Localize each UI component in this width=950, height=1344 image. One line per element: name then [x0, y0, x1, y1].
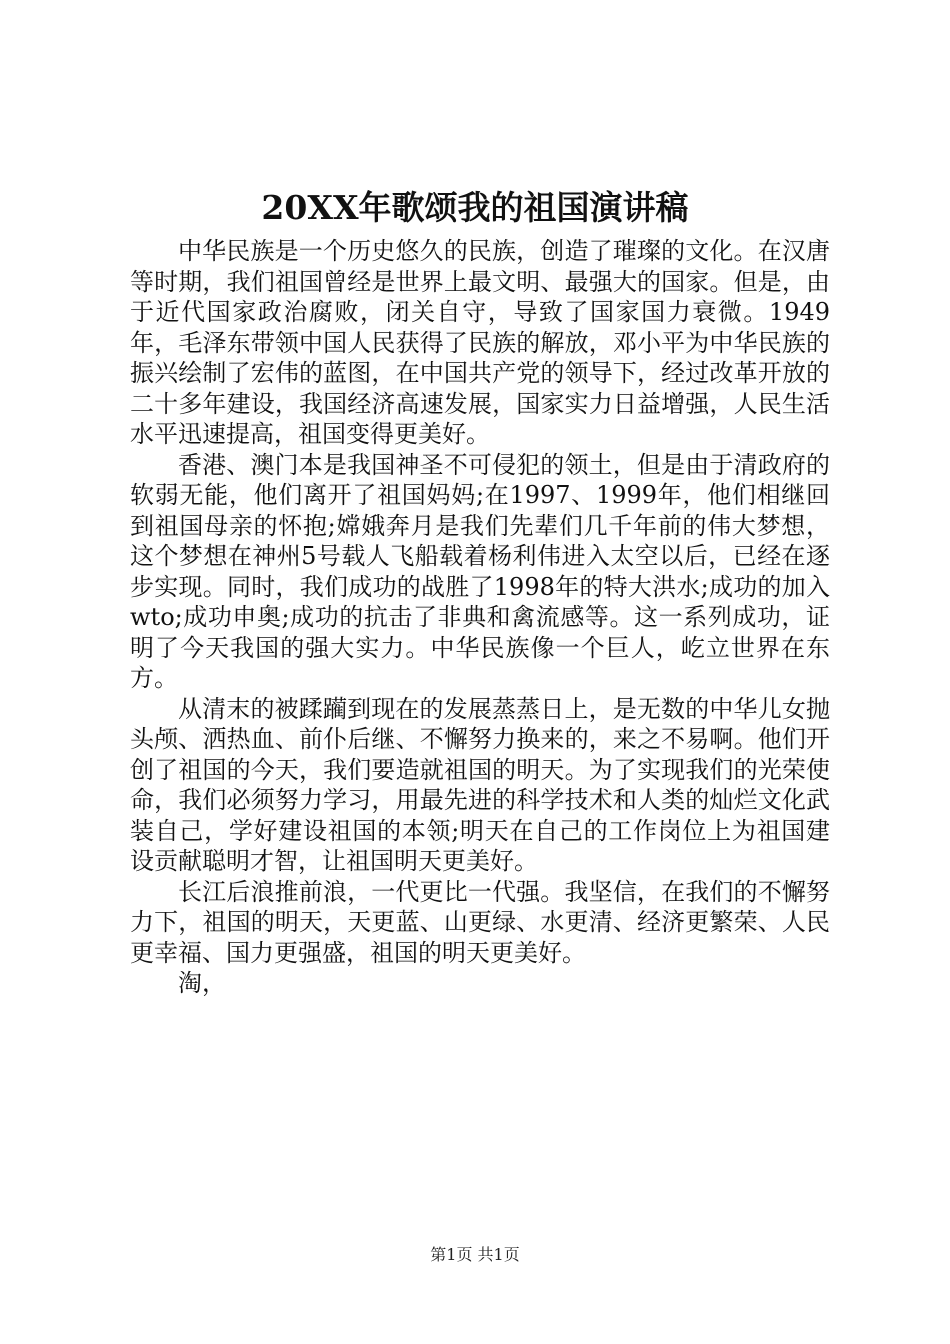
paragraph: 中华民族是一个历史悠久的民族，创造了璀璨的文化。在汉唐等时期，我们祖国曾经是世界上最文明、最强大的国家。但是，由于近代国家政治腐败，闭关自守，导致了国家国力衰微。1949年，毛泽东带领中国人民获得了民族的解放，邓小平为中华民族的振兴绘制了宏伟的蓝图，在中国共产党的领导下，经过改革开放的二十多年建设，我国经济高速发展，国家实力日益增强，人民生活水平迅速提高，祖国变得更美好。 [130, 237, 830, 448]
page-number-footer: 第1页 共1页 [430, 1245, 520, 1264]
paragraph: 淘， [178, 969, 226, 997]
paragraph: 香港、澳门本是我国神圣不可侵犯的领土，但是由于清政府的软弱无能，他们离开了祖国妈妈;在1997、1999年，他们相继回到祖国母亲的怀抱;嫦娥奔月是我们先辈们几千年前的伟大梦想，这个梦想在神州5号载人飞船载着杨利伟进入太空以后，已经在逐步实现。同时，我们成功的战胜了1998年的特大洪水;成功的加入wto;成功申奥;成功的抗击了非典和禽流感等。这一系列成功，证明了今天我国的强大实力。中华民族像一个巨人，屹立世界在东方。 [130, 450, 830, 692]
paragraph: 长江后浪推前浪，一代更比一代强。我坚信，在我们的不懈努力下，祖国的明天，天更蓝、山更绿、水更清、经济更繁荣、人民更幸福、国力更强盛，祖国的明天更美好。 [130, 877, 830, 967]
page-title: 20XX年歌颂我的祖国演讲稿 [261, 188, 689, 227]
paragraph: 从清末的被蹂躏到现在的发展蒸蒸日上，是无数的中华儿女抛头颅、洒热血、前仆后继、不懈努力换来的，来之不易啊。他们开创了祖国的今天，我们要造就祖国的明天。为了实现我们的光荣使命，我们必须努力学习，用最先进的科学技术和人类的灿烂文化武装自己，学好建设祖国的本领;明天在自己的工作岗位上为祖国建设贡献聪明才智，让祖国明天更美好。 [130, 694, 830, 875]
document-body [130, 236, 830, 999]
